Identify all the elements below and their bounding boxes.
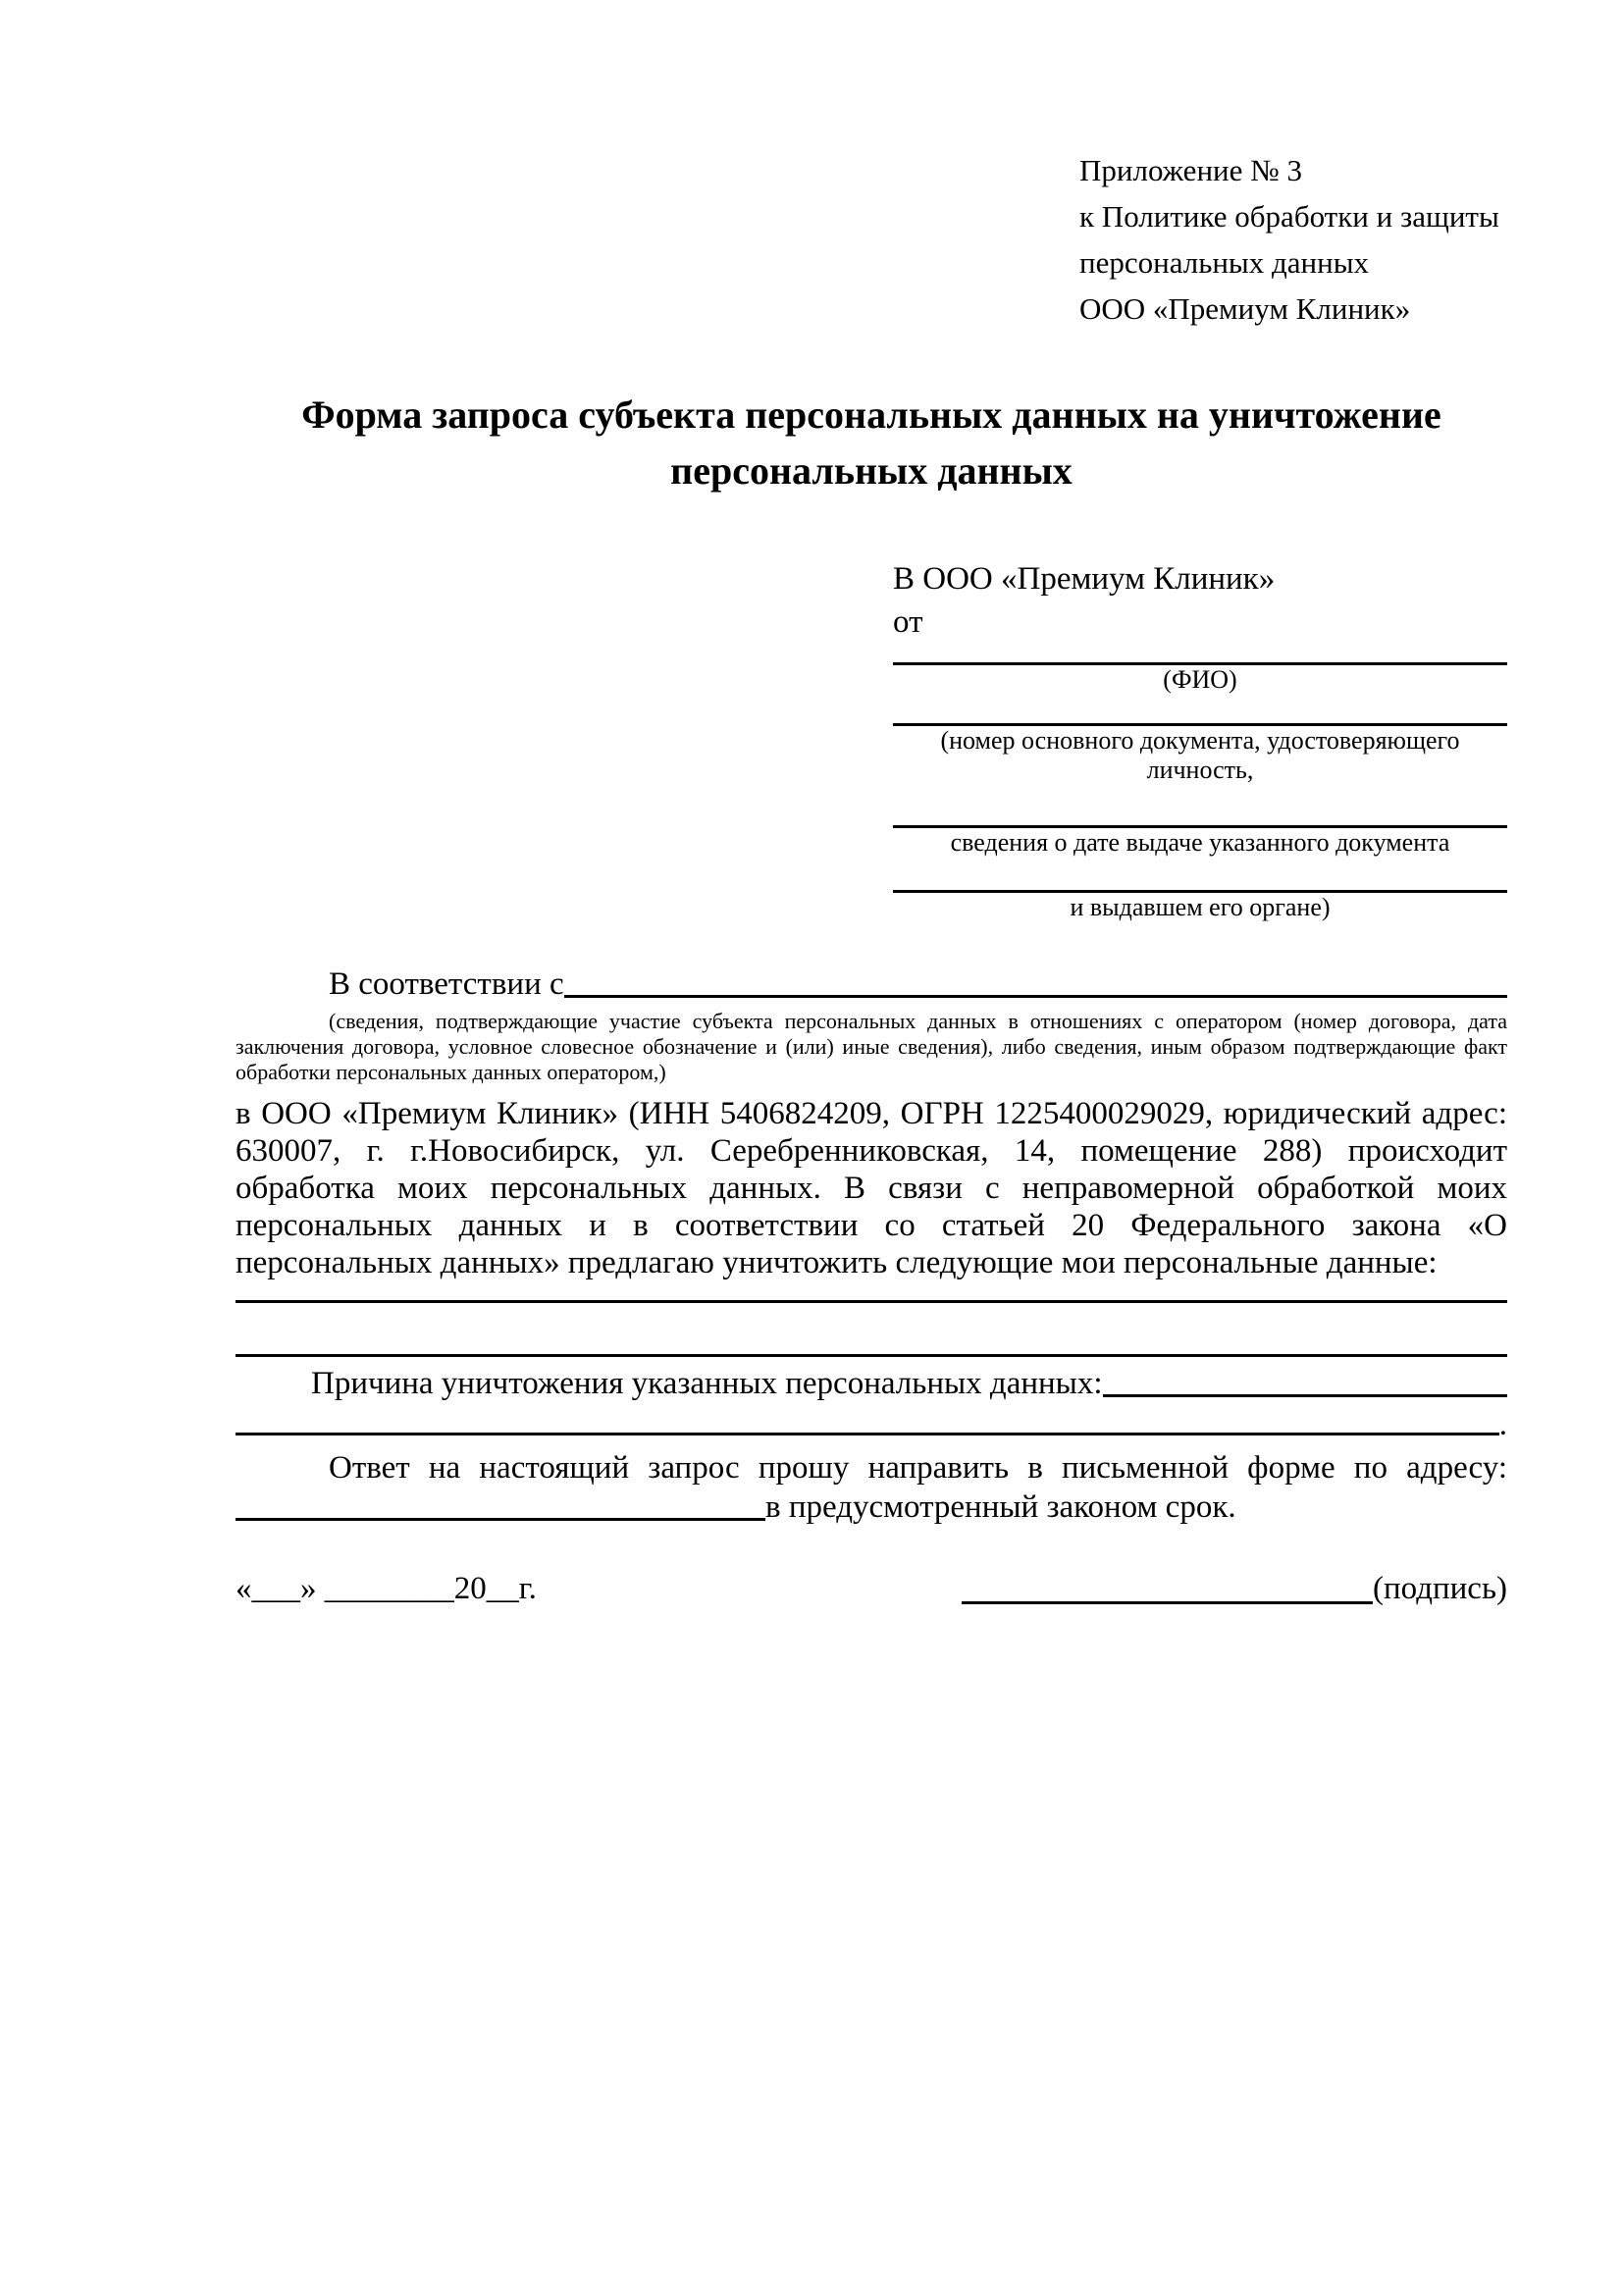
response-tail: в предусмотренный законом срок. [765, 1489, 1236, 1525]
fio-fill-line [893, 644, 1507, 665]
address-fill-line [236, 1518, 765, 1521]
according-label: В соответствии с [329, 966, 564, 1002]
signature-fill-line [962, 1601, 1373, 1604]
main-paragraph: в ООО «Премиум Клиник» (ИНН 5406824209, ОГРН 1225400029029, юридический адрес: 630007, г. г.Новосибирск, ул. Серебренниковская, 14, помещение 288) происходит обработка моих персональных данных. В связи с неправомерной обработкой моих персональных данных и в соответствии со статьей 20 Федерального закона «О персональных данных» предлагаю уничтожить следующие мои персональные данные: [236, 1096, 1507, 1280]
addressee-block [893, 557, 1507, 922]
doc-date-fill-line [893, 785, 1507, 828]
according-row [236, 965, 1507, 1003]
data-fill-line-2 [236, 1303, 1507, 1357]
addressee-from-label: от [893, 604, 923, 640]
doc-caption-2: сведения о дате выдаче указанного документа [950, 828, 1450, 857]
appendix-header [1079, 147, 1507, 332]
reason-label: Причина уничтожения указанных персональных данных: [311, 1366, 1103, 1401]
doc-caption-1: (номер основного документа, удостоверяющего личность, [940, 726, 1460, 784]
main-section [236, 965, 1507, 1526]
addressee-to-line: В ООО «Премиум Клиник» [893, 561, 1276, 597]
page-title: Форма запроса субъекта персональных данных на уничтожение персональных данных [301, 392, 1441, 493]
signature-caption: (подпись) [1373, 1571, 1507, 1606]
appendix-line-3: персональных данных [1079, 245, 1370, 280]
appendix-line-4: ООО «Премиум Клиник» [1079, 291, 1411, 326]
data-fill-line-1 [236, 1281, 1507, 1303]
document-content [236, 147, 1507, 1610]
appendix-line-2: к Политике обработки и защиты [1079, 199, 1499, 234]
according-fill-line [564, 995, 1507, 998]
doc-caption-3: и выдавшем его органе) [1070, 893, 1331, 921]
doc-issuer-fill-line [893, 858, 1507, 893]
response-address-row [236, 1487, 1507, 1526]
reason-fill-line [1103, 1394, 1507, 1397]
signature-block [962, 1567, 1507, 1610]
fio-caption: (ФИО) [1163, 665, 1237, 694]
footer-row [236, 1567, 1507, 1610]
doc-number-fill-line [893, 695, 1507, 726]
date-line: «___» ________20__г. [236, 1571, 537, 1606]
reason-row [236, 1361, 1507, 1402]
reason-period: . [1498, 1407, 1507, 1442]
response-paragraph: Ответ на настоящий запрос прошу направить в письменной форме по адресу: [329, 1450, 1507, 1486]
reason-fill-row-2 [236, 1402, 1507, 1443]
reason-fill-line-2 [236, 1433, 1499, 1435]
according-caption: (сведения, подтверждающие участие субъекта персональных данных в отношениях с оператором (номер договора, дата заключения договора, условное словесное обозначение и (или) иные сведения), либо сведения, иным образом подтверждающие факт обработки персональных данных оператором,) [236, 1009, 1507, 1084]
appendix-line-1: Приложение № 3 [1079, 153, 1302, 187]
